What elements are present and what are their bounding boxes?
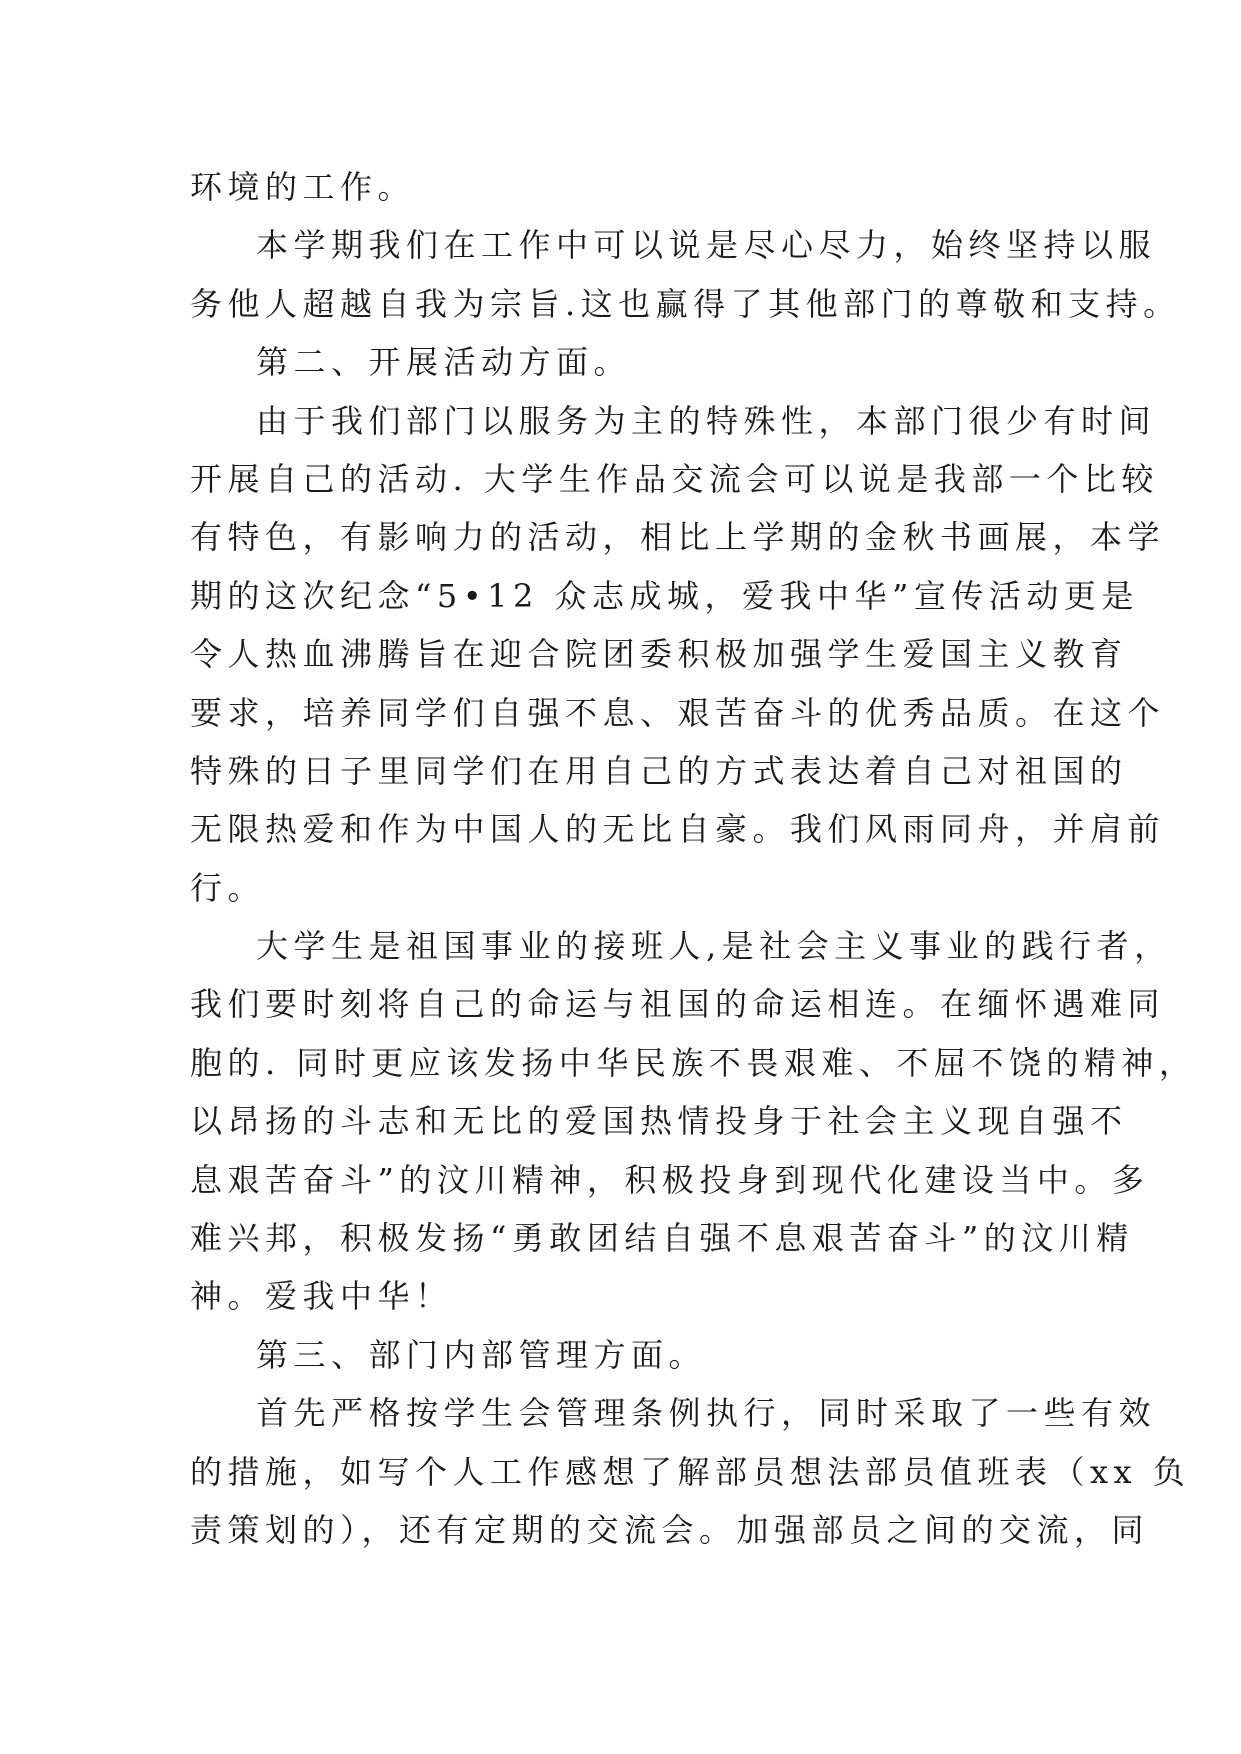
text-line: 胞的. 同时更应该发扬中华民族不畏艰难、不屈不饶的精神， [190,1043,1197,1082]
text-line: 由于我们部门以服务为主的特殊性，本部门很少有时间 [256,401,1157,440]
text-line: 本学期我们在工作中可以说是尽心尽力，始终坚持以服 [256,226,1157,265]
text-line: 务他人超越自我为宗旨.这也赢得了其他部门的尊敬和支持。 [190,284,1181,323]
text-line: 大学生是祖国事业的接班人,是社会主义事业的践行者， [256,927,1172,966]
text-line: 责策划的），还有定期的交流会。加强部员之间的交流，同 [190,1510,1150,1549]
text-line: 期的这次纪念“5•12 众志成城，爱我中华”宣传活动更是 [190,576,1139,615]
text-line: 神。爱我中华！ [190,1277,453,1316]
text-line: 无限热爱和作为中国人的无比自豪。我们风雨同舟，并肩前 [190,810,1166,849]
text-line: 的措施，如写个人工作感想了解部员想法部员值班表（xx 负 [190,1452,1191,1491]
text-line: 环境的工作。 [190,168,416,206]
text-line: 以昂扬的斗志和无比的爱国热情投身于社会主义现自强不 [190,1102,1128,1141]
text-line: 特殊的日子里同学们在用自己的方式表达着自己对祖国的 [190,751,1128,790]
text-line: 令人热血沸腾旨在迎合院团委积极加强学生爱国主义教育 [190,635,1128,674]
text-line: 难兴邦，积极发扬“勇敢团结自强不息艰苦奋斗”的汶川精 [190,1219,1134,1258]
text-line: 要求，培养同学们自强不息、艰苦奋斗的优秀品质。在这个 [190,693,1166,732]
text-line: 有特色，有影响力的活动，相比上学期的金秋书画展，本学 [190,518,1166,557]
document-body [190,158,1197,1559]
text-line: 第二、开展活动方面。 [256,343,632,382]
text-line: 开展自己的活动. 大学生作品交流会可以说是我部一个比较 [190,459,1159,498]
text-line: 我们要时刻将自己的命运与祖国的命运相连。在缅怀遇难同 [190,985,1166,1024]
text-line: 息艰苦奋斗”的汶川精神，积极投身到现代化建设当中。多 [190,1160,1150,1199]
text-line: 首先严格按学生会管理条例执行，同时采取了一些有效 [256,1394,1157,1433]
text-line: 行。 [190,868,266,907]
text-line: 第三、部门内部管理方面。 [256,1335,707,1374]
